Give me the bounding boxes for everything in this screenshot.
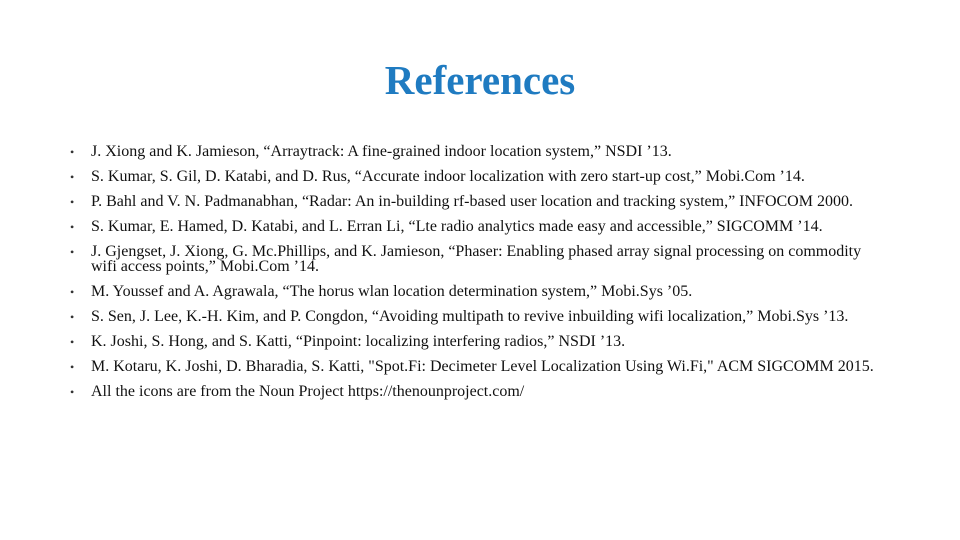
reference-item [70, 282, 890, 300]
bullet-icon: • [70, 220, 75, 234]
bullet-icon: • [70, 145, 75, 159]
reference-text: J. Xiong and K. Jamieson, “Arraytrack: A fine-grained indoor location system,” NSDI ’13. [91, 143, 672, 160]
reference-text: K. Joshi, S. Hong, and S. Katti, “Pinpoint: localizing interfering radios,” NSDI ’13. [91, 332, 626, 350]
reference-item [70, 357, 890, 375]
reference-item [70, 332, 890, 350]
reference-item [70, 195, 890, 210]
bullet-icon: • [70, 334, 75, 349]
reference-text: M. Kotaru, K. Joshi, D. Bharadia, S. Katti, "Spot.Fi: Decimeter Level Localization Using Wi.Fi," ACM SIGCOMM 2015. [91, 357, 874, 375]
bullet-icon: • [70, 309, 75, 324]
bullet-icon: • [70, 195, 75, 209]
reference-text: M. Youssef and A. Agrawala, “The horus wlan location determination system,” Mobi.Sys ’05. [91, 282, 693, 300]
reference-item [70, 382, 890, 400]
bullet-icon: • [70, 384, 75, 399]
bullet-icon: • [70, 359, 75, 374]
reference-item [70, 245, 890, 274]
reference-item [70, 145, 890, 160]
reference-text: All the icons are from the Noun Project https://thenounproject.com/ [91, 382, 525, 400]
bullet-icon: • [70, 284, 75, 299]
reference-text: S. Kumar, E. Hamed, D. Katabi, and L. Erran Li, “Lte radio analytics made easy and accessible,” SIGCOMM ’14. [91, 218, 823, 235]
slide-title: References [384, 57, 576, 103]
reference-text: S. Sen, J. Lee, K.-H. Kim, and P. Congdon, “Avoiding multipath to revive inbuilding wifi localization,” Mobi.Sys ’13. [91, 307, 849, 325]
bullet-icon: • [70, 170, 75, 184]
references-list [70, 145, 890, 410]
reference-text: P. Bahl and V. N. Padmanabhan, “Radar: An in-building rf-based user location and tracking system,” INFOCOM 2000. [91, 193, 853, 210]
reference-item [70, 170, 890, 185]
reference-text: S. Kumar, S. Gil, D. Katabi, and D. Rus, “Accurate indoor localization with zero start-up cost,” Mobi.Com ’14. [91, 168, 805, 185]
reference-item [70, 307, 890, 325]
bullet-icon: • [70, 245, 75, 259]
reference-item [70, 220, 890, 235]
reference-text: J. Gjengset, J. Xiong, G. Mc.Phillips, and K. Jamieson, “Phaser: Enabling phased array signal processing on commodity wifi access points,” Mobi.Com ’14. [91, 243, 862, 275]
